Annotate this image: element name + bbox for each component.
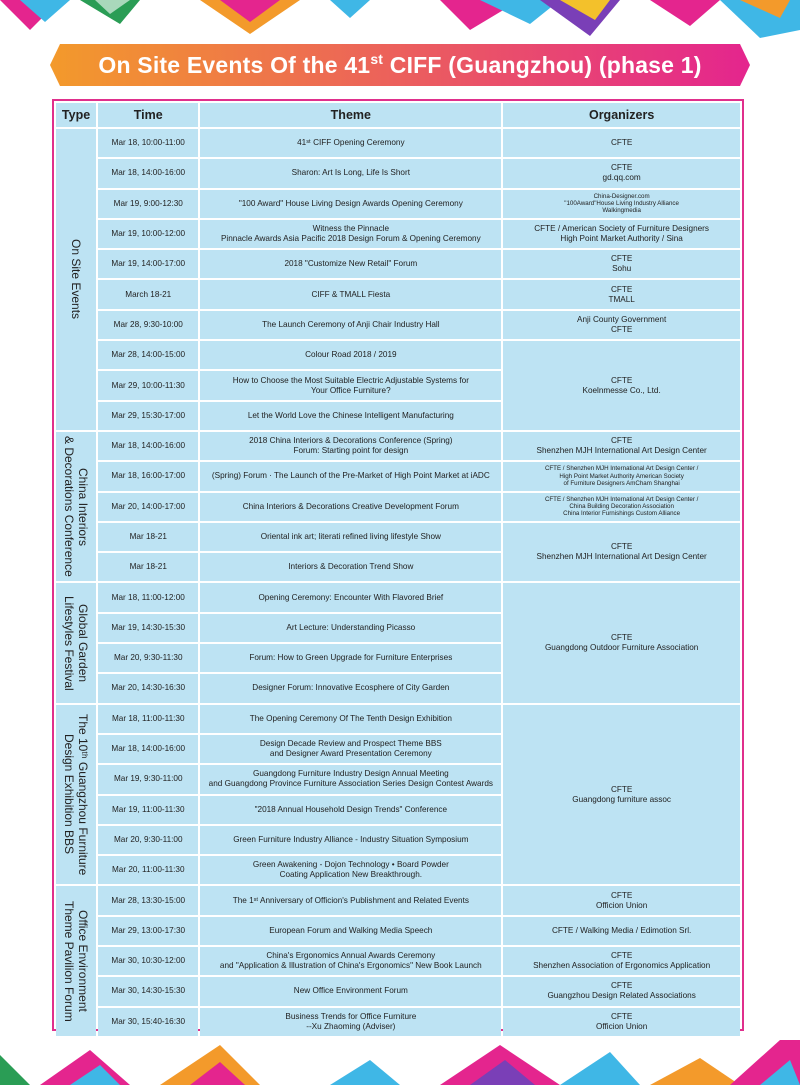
organizer-text: CFTE / Shenzhen MJH International Art Design Center / China Building Decoration Association China Interior Furnishings Custom Alliance: [544, 495, 699, 518]
theme-text: 2018 "Customize New Retail" Forum: [284, 259, 418, 269]
organizer-cell: [503, 462, 740, 490]
organizer-text: CFTE / Walking Media / Edimotion Srl.: [551, 925, 692, 935]
table-row: [56, 977, 740, 1005]
header-organizers: Organizers: [503, 103, 740, 127]
theme-text: New Office Environment Forum: [293, 986, 408, 996]
theme-text: Guangdong Furniture Industry Design Annual Meeting and Guangdong Province Furniture Association Series Design Contest Awards: [208, 769, 493, 789]
top-decoration: [0, 0, 800, 40]
organizer-cell: [503, 432, 740, 460]
theme-text: Sharon: Art Is Long, Life Is Short: [291, 168, 410, 178]
organizer-text: CFTE Shenzhen Association of Ergonomics Application: [533, 951, 711, 971]
organizer-cell: [503, 977, 740, 1005]
theme-cell: [200, 947, 501, 975]
theme-cell: [200, 311, 501, 339]
time-cell: Mar 18, 11:00-12:00: [98, 583, 198, 611]
table-row: [56, 886, 740, 914]
theme-text: Art Lecture: Understanding Picasso: [286, 622, 416, 632]
time-cell: Mar 19, 9:30-11:00: [98, 765, 198, 793]
organizer-text: CFTE gd.qq.com: [602, 163, 641, 183]
theme-text: 2018 China Interiors & Decorations Conference (Spring) Forum: Starting point for design: [249, 436, 453, 456]
theme-cell: [200, 614, 501, 642]
theme-text: Let the World Love the Chinese Intelligent Manufacturing: [247, 410, 454, 420]
theme-cell: [200, 371, 501, 399]
table-row: [56, 493, 740, 521]
events-table-frame: [52, 99, 744, 1031]
table-row: [56, 220, 740, 248]
theme-text: China's Ergonomics Annual Awards Ceremony and "Application & Illustration of China's Ergonomics" New Book Launch: [219, 951, 482, 971]
theme-text: Business Trends for Office Furniture --Xu Zhaoming (Adviser): [285, 1011, 417, 1031]
organizer-text: CFTE Sohu: [610, 254, 633, 274]
section-type-label: China Interiors & Decorations Conference: [62, 436, 91, 578]
organizer-cell: [503, 523, 740, 582]
table-row: [56, 462, 740, 490]
organizer-cell: [503, 190, 740, 218]
time-cell: Mar 20, 14:30-16:30: [98, 674, 198, 702]
theme-cell: [200, 705, 501, 733]
time-cell: Mar 18-21: [98, 523, 198, 551]
table-row: [56, 705, 740, 733]
organizer-cell: [503, 1008, 740, 1036]
theme-cell: [200, 280, 501, 308]
theme-text: Opening Ceremony: Encounter With Flavored Brief: [258, 592, 444, 602]
time-cell: Mar 20, 9:30-11:00: [98, 826, 198, 854]
theme-text: European Forum and Walking Media Speech: [269, 925, 433, 935]
theme-cell: [200, 674, 501, 702]
organizer-cell: [503, 583, 740, 702]
theme-text: "100 Award" House Living Design Awards Opening Ceremony: [238, 198, 463, 208]
table-row: [56, 190, 740, 218]
theme-cell: [200, 886, 501, 914]
organizer-text: CFTE: [610, 138, 633, 148]
theme-text: (Spring) Forum · The Launch of the Pre-Market of High Point Market at iADC: [211, 471, 490, 481]
organizer-cell: [503, 280, 740, 308]
theme-text: The 1ˢᵗ Anniversary of Officion's Publishment and Related Events: [232, 895, 469, 905]
theme-text: How to Choose the Most Suitable Electric Adjustable Systems for Your Office Furniture?: [232, 375, 469, 395]
theme-text: CIFF & TMALL Fiesta: [311, 289, 391, 299]
time-cell: Mar 29, 13:00-17:30: [98, 917, 198, 945]
time-cell: Mar 30, 14:30-15:30: [98, 977, 198, 1005]
time-cell: Mar 19, 10:00-12:00: [98, 220, 198, 248]
theme-cell: [200, 583, 501, 611]
table-row: [56, 523, 740, 551]
organizer-cell: [503, 705, 740, 885]
theme-text: Design Decade Review and Prospect Theme BBS and Designer Award Presentation Ceremony: [259, 739, 442, 759]
organizer-text: CFTE Officion Union: [595, 890, 648, 910]
theme-cell: [200, 917, 501, 945]
theme-text: The Opening Ceremony Of The Tenth Design Exhibition: [249, 713, 452, 723]
organizer-text: CFTE / American Society of Furniture Designers High Point Market Authority / Sina: [534, 224, 709, 244]
organizer-cell: [503, 129, 740, 157]
table-body: [56, 129, 740, 1036]
page-title: On Site Events Of the 41st CIFF (Guangzhou) (phase 1): [98, 51, 702, 78]
theme-text: Interiors & Decoration Trend Show: [288, 562, 414, 572]
header-row: [56, 103, 740, 127]
theme-cell: [200, 644, 501, 672]
time-cell: Mar 19, 11:00-11:30: [98, 796, 198, 824]
table-row: [56, 1008, 740, 1036]
theme-cell: [200, 432, 501, 460]
theme-cell: [200, 341, 501, 369]
table-row: [56, 917, 740, 945]
theme-cell: [200, 129, 501, 157]
title-banner: [50, 44, 750, 86]
table-row: [56, 129, 740, 157]
theme-cell: [200, 190, 501, 218]
theme-text: China Interiors & Decorations Creative Development Forum: [242, 501, 459, 511]
header-type: Type: [56, 103, 96, 127]
theme-text: 41ˢᵗ CIFF Opening Ceremony: [297, 138, 405, 148]
time-cell: Mar 19, 14:00-17:00: [98, 250, 198, 278]
time-cell: Mar 30, 15:40-16:30: [98, 1008, 198, 1036]
time-cell: Mar 18, 14:00-16:00: [98, 432, 198, 460]
section-type-cell: [56, 705, 96, 885]
time-cell: Mar 19, 14:30-15:30: [98, 614, 198, 642]
theme-cell: [200, 402, 501, 430]
organizer-text: CFTE Guangdong Outdoor Furniture Association: [544, 633, 699, 653]
time-cell: Mar 20, 14:00-17:00: [98, 493, 198, 521]
theme-text: Oriental ink art; literati refined living lifestyle Show: [260, 532, 441, 541]
section-type-cell: [56, 886, 96, 1035]
theme-text: Forum: How to Green Upgrade for Furniture Enterprises: [249, 653, 453, 663]
section-type-cell: [56, 129, 96, 430]
theme-cell: [200, 765, 501, 793]
header-time: Time: [98, 103, 198, 127]
organizer-text: Anji County Government CFTE: [577, 314, 667, 334]
organizer-cell: [503, 311, 740, 339]
organizer-text: CFTE Shenzhen MJH International Art Design Center: [536, 542, 707, 562]
theme-cell: [200, 856, 501, 884]
table-row: [56, 432, 740, 460]
time-cell: Mar 29, 10:00-11:30: [98, 371, 198, 399]
time-cell: Mar 18, 16:00-17:00: [98, 462, 198, 490]
theme-cell: [200, 250, 501, 278]
section-type-cell: [56, 432, 96, 581]
table-row: [56, 947, 740, 975]
table-row: [56, 583, 740, 611]
theme-cell: [200, 220, 501, 248]
organizer-cell: [503, 250, 740, 278]
time-cell: Mar 30, 10:30-12:00: [98, 947, 198, 975]
time-cell: Mar 18, 14:00-16:00: [98, 159, 198, 187]
theme-text: The Launch Ceremony of Anji Chair Industry Hall: [262, 319, 440, 329]
theme-text: Witness the Pinnacle Pinnacle Awards Asia Pacific 2018 Design Forum & Opening Ceremony: [220, 224, 481, 244]
organizer-text: CFTE TMALL: [608, 284, 635, 304]
section-type-cell: [56, 583, 96, 702]
table-row: [56, 311, 740, 339]
section-type-label: Global Garden Lifestyles Festival: [62, 595, 91, 691]
time-cell: Mar 18, 11:00-11:30: [98, 705, 198, 733]
time-cell: Mar 19, 9:00-12:30: [98, 190, 198, 218]
time-cell: Mar 18-21: [98, 553, 198, 581]
organizer-cell: [503, 341, 740, 430]
organizer-text: CFTE Guangdong furniture assoc: [572, 784, 672, 804]
organizer-text: CFTE Officion Union: [595, 1011, 648, 1031]
time-cell: Mar 20, 11:00-11:30: [98, 856, 198, 884]
organizer-text: CFTE Guangzhou Design Related Associations: [547, 981, 696, 1001]
theme-cell: [200, 735, 501, 763]
header-theme: Theme: [200, 103, 501, 127]
theme-cell: [200, 977, 501, 1005]
time-cell: March 18-21: [98, 280, 198, 308]
theme-text: "2018 Annual Household Design Trends" Conference: [254, 804, 448, 814]
organizer-cell: [503, 917, 740, 945]
theme-cell: [200, 462, 501, 490]
organizer-cell: [503, 947, 740, 975]
time-cell: Mar 18, 14:00-16:00: [98, 735, 198, 763]
time-cell: Mar 20, 9:30-11:30: [98, 644, 198, 672]
time-cell: Mar 29, 15:30-17:00: [98, 402, 198, 430]
events-table: [54, 101, 742, 1038]
organizer-text: CFTE / Shenzhen MJH International Art Design Center / High Point Market Authority American Society of Furniture Designers AmCham Shanghai: [544, 465, 699, 488]
section-type-label: On Site Events: [69, 239, 84, 320]
organizer-cell: [503, 220, 740, 248]
table-row: [56, 341, 740, 369]
theme-text: Green Furniture Industry Alliance - Industry Situation Symposium: [233, 834, 469, 844]
table-row: [56, 280, 740, 308]
theme-cell: [200, 493, 501, 521]
organizer-text: China-Designer.com "100Award"House Living Industry Alliance Walkingmedia: [564, 192, 679, 215]
theme-text: Colour Road 2018 / 2019: [305, 350, 397, 360]
time-cell: Mar 28, 14:00-15:00: [98, 341, 198, 369]
time-cell: Mar 18, 10:00-11:00: [98, 129, 198, 157]
theme-cell: [200, 159, 501, 187]
theme-text: Green Awakening - Dojon Technology • Board Powder Coating Application New Breakthrough.: [252, 860, 449, 880]
organizer-cell: [503, 886, 740, 914]
section-type-label: Office Environment Theme Pavilion Forum: [62, 900, 91, 1022]
theme-cell: [200, 1008, 501, 1036]
organizer-text: CFTE Shenzhen MJH International Art Design Center: [536, 436, 707, 456]
section-type-label: The 10ᵗʰ Guangzhou Furniture Design Exhibition BBS: [62, 713, 91, 876]
organizer-text: CFTE Koelnmesse Co., Ltd.: [582, 375, 661, 395]
organizer-cell: [503, 159, 740, 187]
theme-cell: [200, 826, 501, 854]
table-row: [56, 159, 740, 187]
theme-cell: [200, 523, 501, 551]
organizer-cell: [503, 493, 740, 521]
time-cell: Mar 28, 9:30-10:00: [98, 311, 198, 339]
table-row: [56, 250, 740, 278]
theme-text: Designer Forum: Innovative Ecosphere of City Garden: [252, 683, 450, 693]
time-cell: Mar 28, 13:30-15:00: [98, 886, 198, 914]
bottom-decoration: [0, 1040, 800, 1085]
theme-cell: [200, 796, 501, 824]
theme-cell: [200, 553, 501, 581]
